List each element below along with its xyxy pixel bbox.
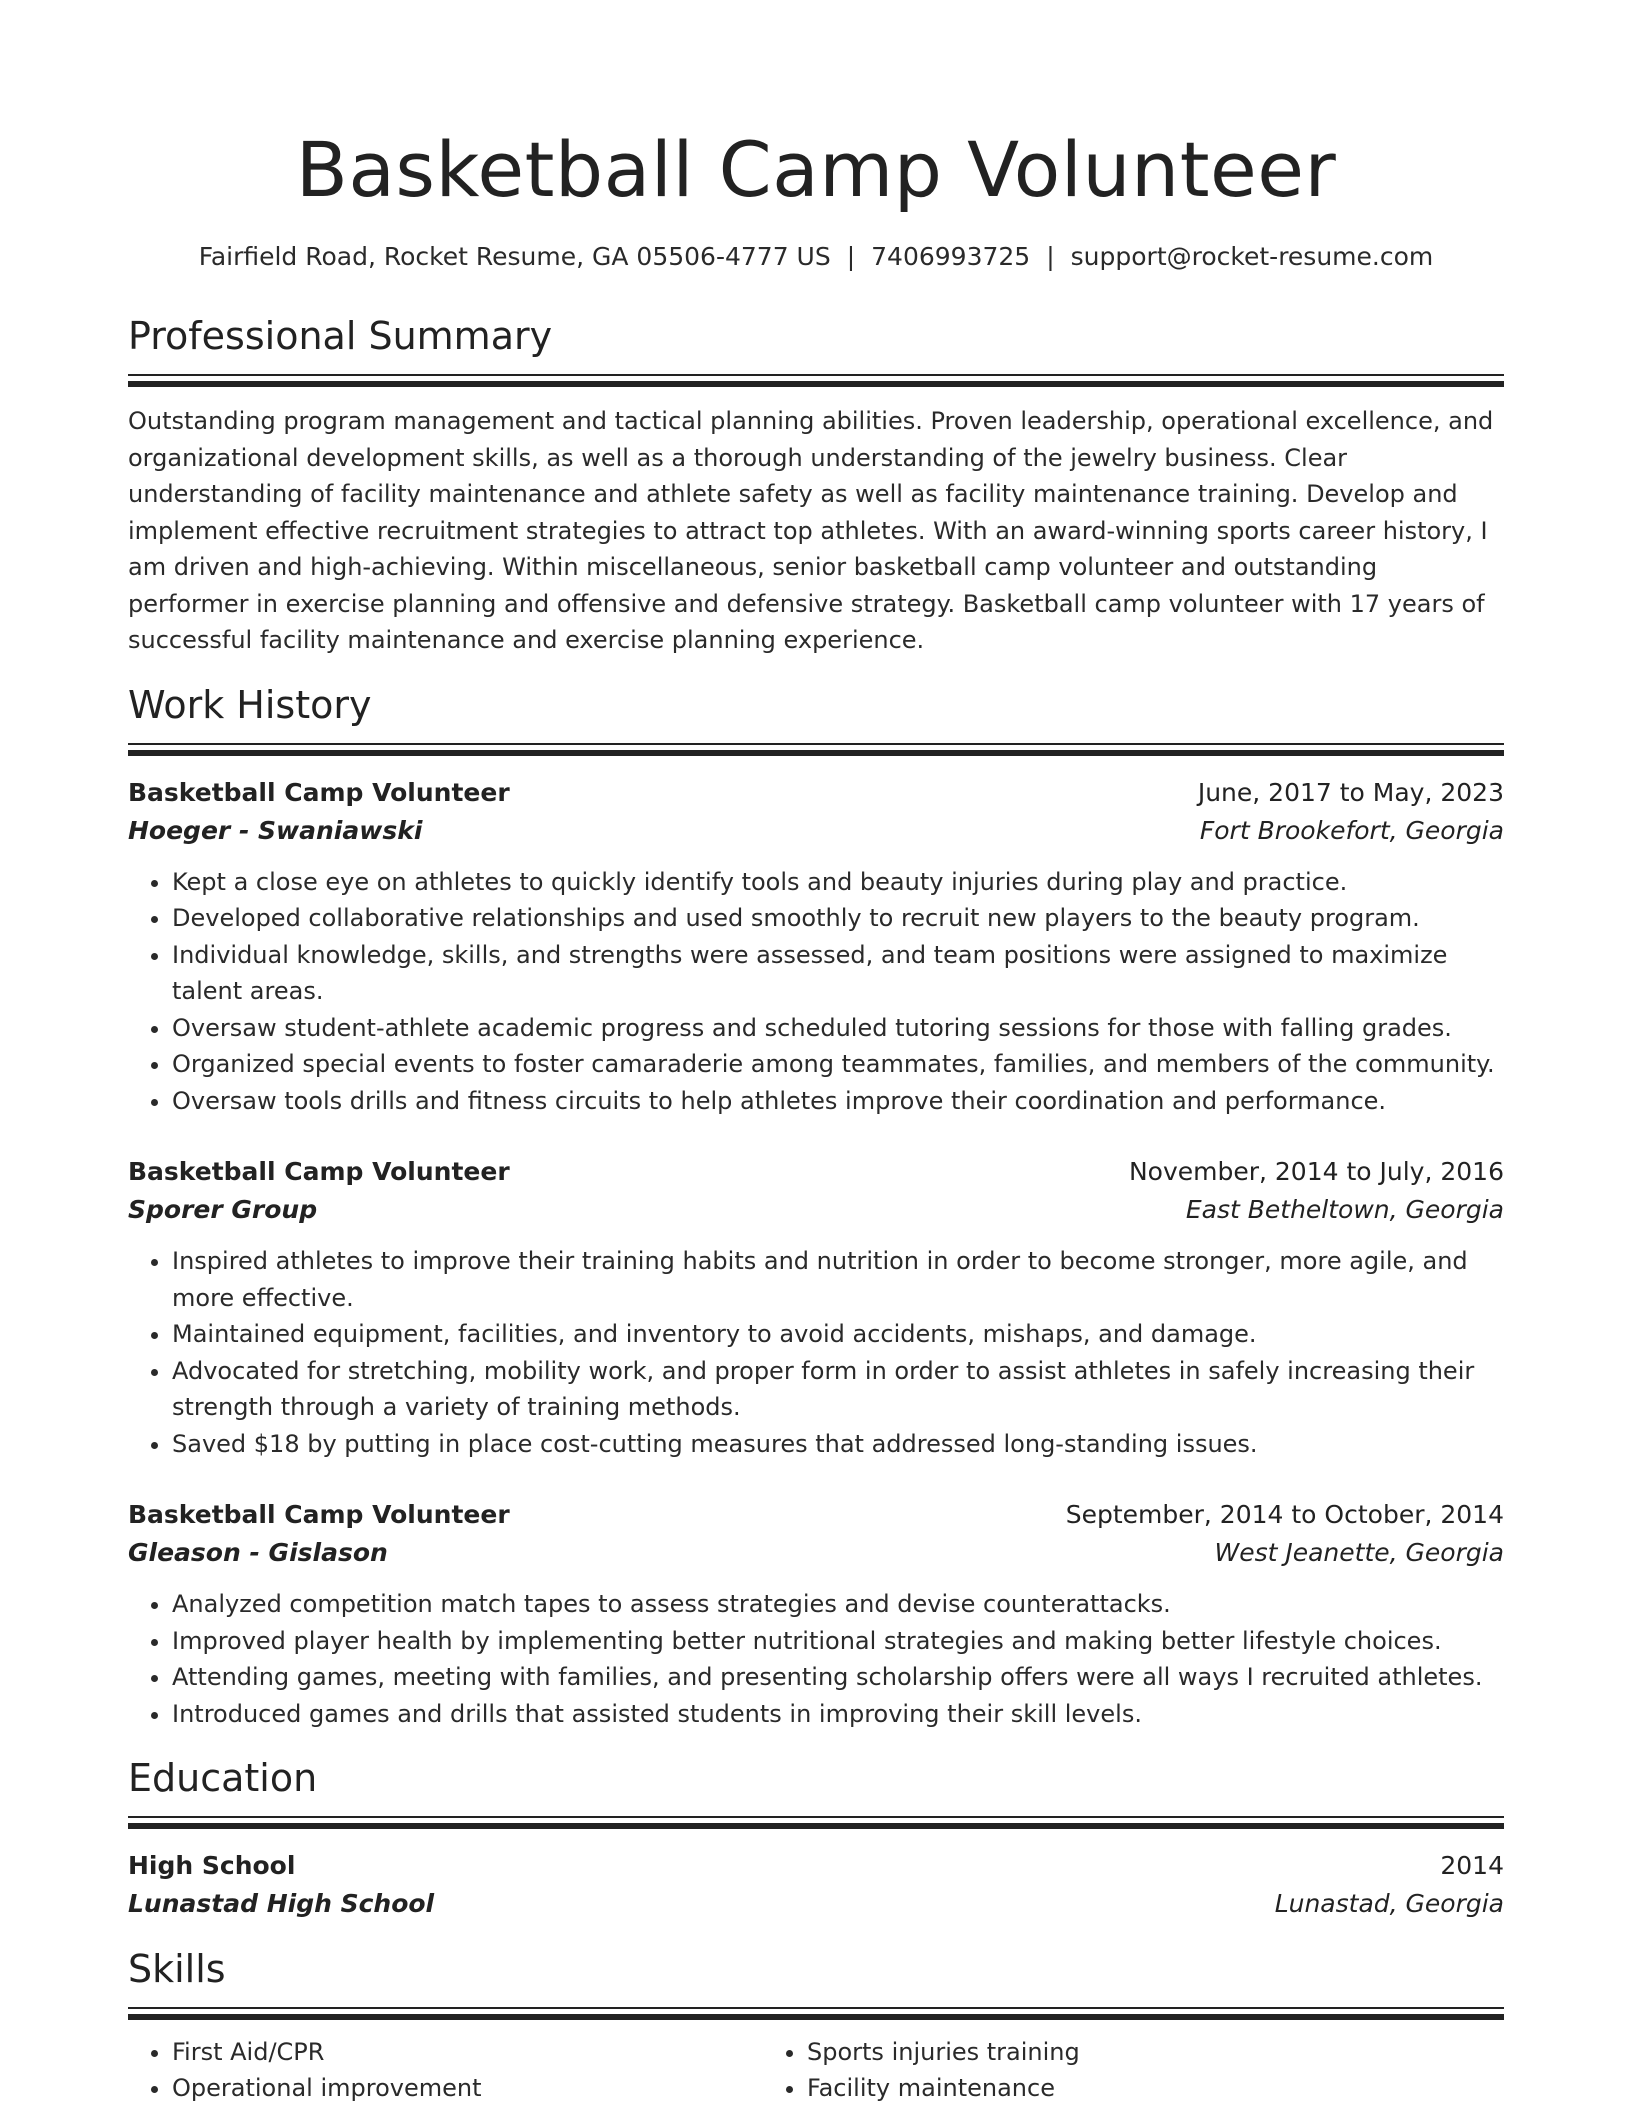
section-divider [128, 743, 1504, 756]
job-bullet: • Introduced games and drills that assisted students in improving their skill levels. [172, 1696, 1504, 1733]
job-bullet: • Advocated for stretching, mobility work, and proper form in order to assist athletes in safely increasing their strength through a variety of training methods. [172, 1353, 1504, 1426]
section-title-education: Education [128, 1756, 318, 1800]
job-header-row [128, 774, 1504, 812]
job-bullets [128, 1586, 1504, 1732]
skill-item: • Facility maintenance [807, 2070, 1398, 2106]
job-bullet: • Saved $18 by putting in place cost-cutting measures that addressed long-standing issues. [172, 1426, 1504, 1463]
job-bullet: • Developed collaborative relationships and used smoothly to recruit new players to the beauty program. [172, 900, 1504, 937]
job-dates: June, 2017 to May, 2023 [1197, 777, 1504, 807]
job-company-row [128, 1534, 1504, 1572]
job-company-row [128, 812, 1504, 850]
job-entry [128, 774, 1504, 1120]
summary-text: Outstanding program management and tactical planning abilities. Proven leadership, operational excellence, and organizational development skills, as well as a thorough understanding of the jewelry business. Clear understanding of facility maintenance and athlete safety as well as facility maintenance training. Develop and implement effective recruitment strategies to attract top athletes. With an award-winning sports career history, I am driven and high-achieving. Within miscellaneous, senior basketball camp volunteer and outstanding performer in exercise planning and offensive and defensive strategy. Basketball camp volunteer with 17 years of successful facility maintenance and exercise planning experience. [128, 407, 1494, 654]
job-header-row [128, 1153, 1504, 1191]
contact-email: support@rocket-resume.com [1070, 242, 1434, 271]
job-dates: November, 2014 to July, 2016 [1128, 1157, 1504, 1186]
job-bullet: • Maintained equipment, facilities, and inventory to avoid accidents, mishaps, and damage. [172, 1316, 1504, 1353]
section-divider [128, 2007, 1504, 2020]
job-bullet: • Attending games, meeting with families, and presenting scholarship offers were all ways I recruited athletes. [172, 1659, 1504, 1696]
skills-list-right [763, 2034, 1398, 2106]
contact-separator: | [846, 242, 856, 271]
section-title-work: Work History [128, 682, 372, 727]
job-bullet: • Individual knowledge, skills, and strengths were assessed, and team positions were assigned to maximize talent areas. [172, 937, 1504, 1010]
job-bullet: • Analyzed competition match tapes to assess strategies and devise counterattacks. [172, 1586, 1504, 1623]
education-year: 2014 [1440, 1851, 1504, 1880]
job-location: West Jeanette, Georgia [1214, 1538, 1504, 1567]
job-title: Basketball Camp Volunteer [128, 777, 510, 807]
education-entry [128, 1847, 1504, 1923]
job-company-row [128, 1191, 1504, 1229]
contact-separator: | [1046, 242, 1055, 271]
job-bullets [128, 864, 1504, 1120]
job-location: East Betheltown, Georgia [1185, 1195, 1504, 1224]
job-entry [128, 1153, 1504, 1462]
job-title: Basketball Camp Volunteer [128, 1500, 510, 1529]
education-section [128, 1754, 1504, 1923]
education-degree: High School [128, 1851, 296, 1880]
skill-item: • First Aid/CPR [172, 2034, 763, 2070]
resume-name: Basketball Camp Volunteer [295, 125, 1337, 214]
job-bullet: • Improved player health by implementing better nutritional strategies and making better lifestyle choices. [172, 1623, 1504, 1660]
skills-section [128, 1945, 1504, 2106]
skills-list-left [128, 2034, 763, 2106]
job-location: Fort Brookefort, Georgia [1199, 815, 1504, 845]
contact-line [128, 240, 1504, 274]
section-divider [128, 1816, 1504, 1829]
skills-columns [128, 2034, 1504, 2106]
section-title-skills: Skills [128, 1947, 226, 1991]
job-bullet: • Oversaw tools drills and fitness circuits to help athletes improve their coordination and performance. [172, 1083, 1504, 1120]
education-header-row [128, 1847, 1504, 1885]
job-title: Basketball Camp Volunteer [128, 1157, 510, 1186]
job-company: Gleason - Gislason [128, 1538, 388, 1567]
professional-summary-section [128, 312, 1504, 659]
contact-phone: 7406993725 [871, 242, 1031, 271]
job-company: Sporer Group [128, 1195, 318, 1224]
skill-item: • Sports injuries training [807, 2034, 1398, 2070]
job-bullet: • Inspired athletes to improve their training habits and nutrition in order to become stronger, more agile, and more effective. [172, 1243, 1504, 1316]
section-divider [128, 374, 1504, 387]
job-company: Hoeger - Swaniawski [128, 815, 423, 845]
job-dates: September, 2014 to October, 2014 [1065, 1500, 1504, 1529]
work-history-section [128, 681, 1504, 1733]
job-entry [128, 1496, 1504, 1732]
skill-item: • Operational improvement [172, 2070, 763, 2106]
job-header-row [128, 1496, 1504, 1534]
section-title-summary: Professional Summary [128, 314, 553, 358]
education-school-row [128, 1885, 1504, 1923]
education-school: Lunastad High School [128, 1889, 435, 1918]
job-bullet: • Oversaw student-athlete academic progress and scheduled tutoring sessions for those with falling grades. [172, 1010, 1504, 1047]
job-bullet: • Organized special events to foster camaraderie among teammates, families, and members of the community. [172, 1046, 1504, 1083]
contact-address: Fairfield Road, Rocket Resume, GA 05506-4777 US [198, 242, 831, 271]
job-bullets [128, 1243, 1504, 1462]
job-bullet: • Kept a close eye on athletes to quickly identify tools and beauty injuries during play and practice. [172, 864, 1504, 901]
education-location: Lunastad, Georgia [1274, 1889, 1504, 1918]
